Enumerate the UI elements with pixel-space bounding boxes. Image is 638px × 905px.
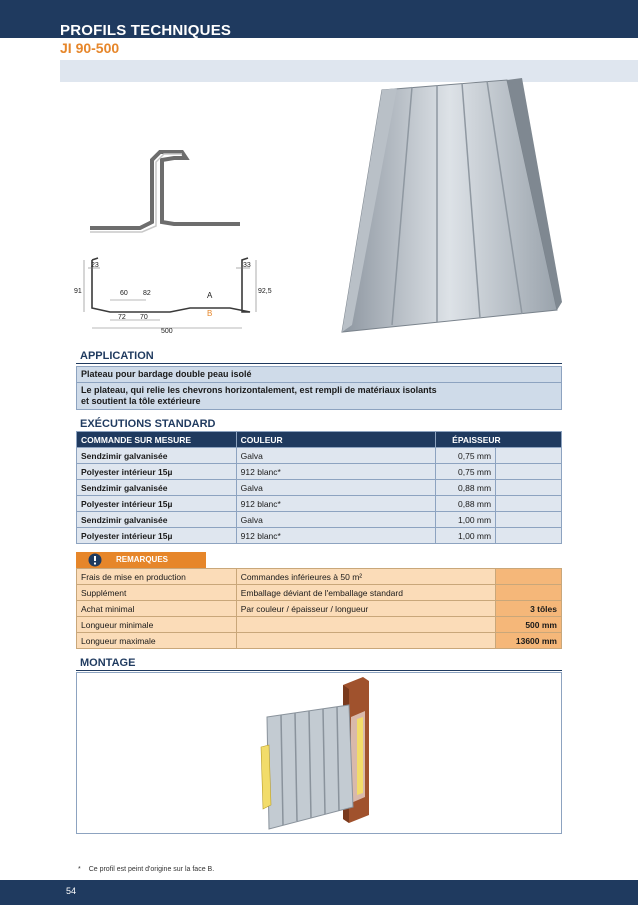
cell-empty [496, 464, 562, 480]
application-box [76, 366, 562, 410]
col-header-couleur: COULEUR [236, 432, 436, 448]
face-a-label: A [207, 291, 213, 300]
table-row [77, 480, 562, 496]
application-line-2: et soutient la tôle extérieure [81, 396, 201, 406]
cell-couleur: 912 blanc* [236, 496, 436, 512]
cell-couleur: 912 blanc* [236, 528, 436, 544]
remarks-table [76, 568, 562, 649]
cell-commande: Sendzimir galvanisée [77, 480, 237, 496]
montage-box [76, 672, 562, 834]
cell-value: Emballage déviant de l'emballage standard [236, 585, 495, 601]
cell-empty [496, 448, 562, 464]
cell-commande: Polyester intérieur 15µ [77, 528, 237, 544]
executions-title: EXÉCUTIONS STANDARD [80, 418, 216, 430]
table-row [77, 601, 562, 617]
dim-91: 91 [74, 288, 82, 295]
footnote-mark: * [78, 866, 81, 873]
cell-couleur: Galva [236, 480, 436, 496]
footnote [78, 866, 214, 873]
executions-table [76, 431, 562, 544]
col-header-epaisseur: ÉPAISSEUR [436, 432, 562, 448]
profile-section-drawing [70, 140, 310, 340]
remarks-title: REMARQUES [116, 555, 169, 564]
dim-82: 82 [143, 290, 151, 297]
cell-commande: Polyester intérieur 15µ [77, 496, 237, 512]
table-row [77, 569, 562, 585]
cell-value [236, 617, 495, 633]
montage-rule [76, 670, 562, 671]
cell-label: Achat minimal [77, 601, 237, 617]
cell-epaisseur: 1,00 mm [436, 528, 496, 544]
remarks-header [76, 552, 206, 568]
cell-epaisseur: 0,75 mm [436, 448, 496, 464]
application-rule [76, 363, 562, 364]
cell-amount: 3 tôles [496, 601, 562, 617]
cell-empty [496, 480, 562, 496]
application-row-2 [77, 383, 561, 409]
cell-amount [496, 585, 562, 601]
dim-33: 33 [243, 262, 251, 269]
cell-amount [496, 569, 562, 585]
dim-23: 23 [91, 262, 99, 269]
table-row [77, 496, 562, 512]
cell-commande: Sendzimir galvanisée [77, 448, 237, 464]
cell-empty [496, 528, 562, 544]
table-row [77, 633, 562, 649]
cell-label: Longueur maximale [77, 633, 237, 649]
cell-amount: 13600 mm [496, 633, 562, 649]
cell-empty [496, 496, 562, 512]
cell-epaisseur: 0,88 mm [436, 480, 496, 496]
table-row [77, 464, 562, 480]
page-subtitle: JI 90-500 [60, 40, 120, 56]
table-row [77, 512, 562, 528]
cell-epaisseur: 0,88 mm [436, 496, 496, 512]
dim-72: 72 [118, 314, 126, 321]
header [60, 22, 638, 60]
cell-amount: 500 mm [496, 617, 562, 633]
table-row [77, 448, 562, 464]
face-b-label: B [207, 309, 213, 318]
dim-92-5: 92,5 [258, 288, 272, 295]
cell-value: Par couleur / épaisseur / longueur [236, 601, 495, 617]
footnote-text: Ce profil est peint d'origine sur la face B. [88, 866, 215, 873]
application-row-1: Plateau pour bardage double peau isolé [77, 367, 561, 383]
cell-couleur: Galva [236, 448, 436, 464]
dim-60: 60 [120, 290, 128, 297]
table-row [77, 585, 562, 601]
cell-value [236, 633, 495, 649]
cell-commande: Sendzimir galvanisée [77, 512, 237, 528]
col-header-commande: COMMANDE SUR MESURE [77, 432, 237, 448]
page-number: 54 [66, 886, 77, 896]
page-title: PROFILS TECHNIQUES [60, 22, 232, 39]
cell-value: Commandes inférieures à 50 m² [236, 569, 495, 585]
table-row [77, 617, 562, 633]
table-row [77, 528, 562, 544]
table-header-row [77, 432, 562, 448]
cell-couleur: 912 blanc* [236, 464, 436, 480]
dim-70: 70 [140, 314, 148, 321]
cell-label: Longueur minimale [77, 617, 237, 633]
dim-500: 500 [161, 328, 173, 335]
profile-3d-render [312, 70, 562, 342]
montage-illustration [257, 677, 407, 832]
cell-label: Frais de mise en production [77, 569, 237, 585]
montage-title: MONTAGE [80, 657, 136, 669]
warning-icon [88, 553, 102, 567]
cell-label: Supplément [77, 585, 237, 601]
application-line-1: Le plateau, qui relie les chevrons horizontalement, est rempli de matériaux isolants [81, 385, 437, 395]
footer-band [0, 880, 638, 905]
cell-couleur: Galva [236, 512, 436, 528]
application-title: APPLICATION [80, 350, 154, 362]
cell-epaisseur: 0,75 mm [436, 464, 496, 480]
cell-empty [496, 512, 562, 528]
cell-commande: Polyester intérieur 15µ [77, 464, 237, 480]
cell-epaisseur: 1,00 mm [436, 512, 496, 528]
